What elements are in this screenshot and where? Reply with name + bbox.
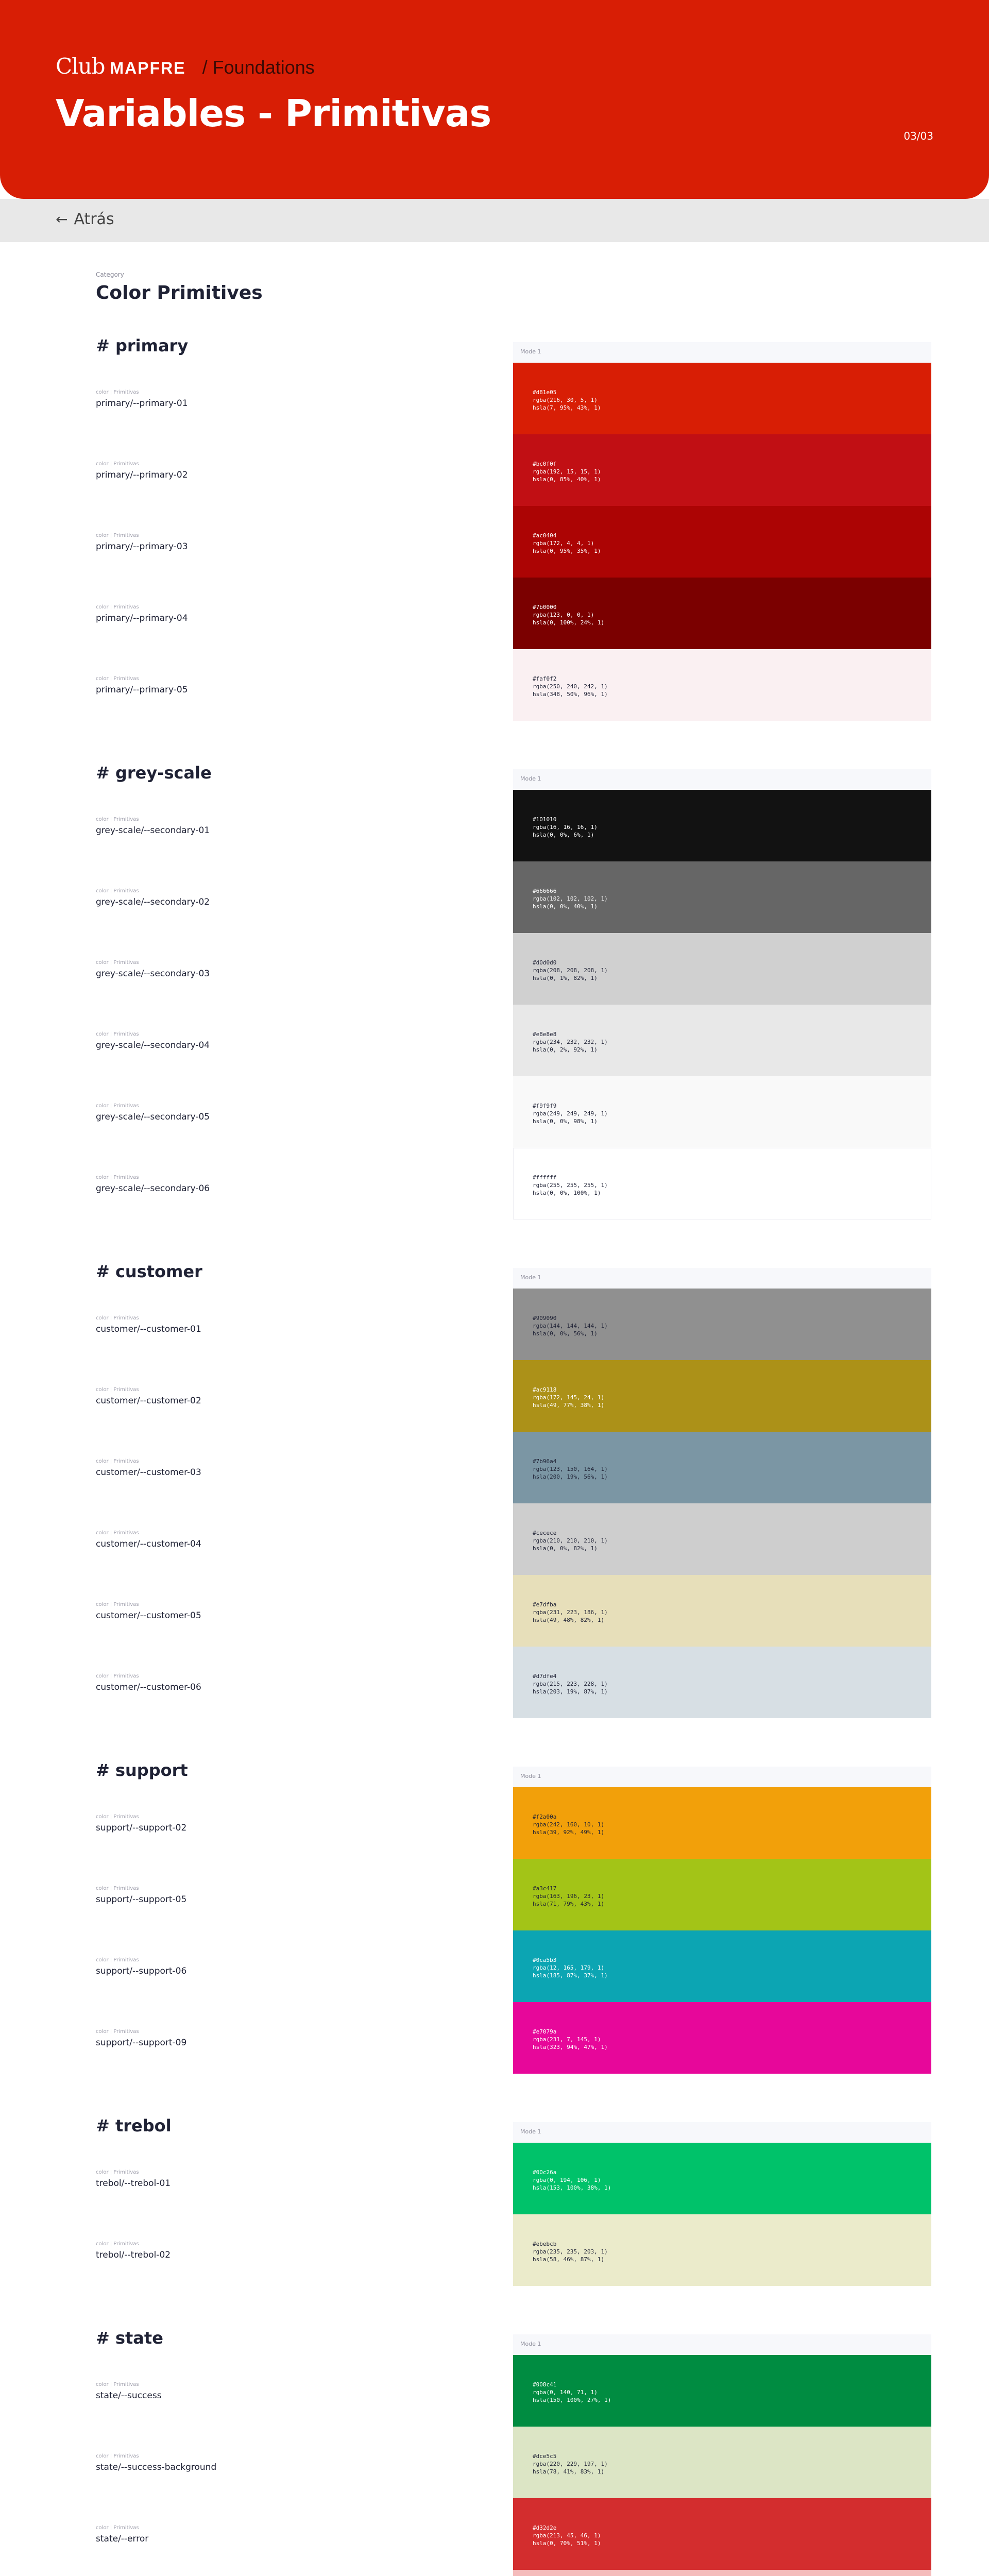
variable-entry <box>96 1602 201 1621</box>
variable-entry <box>96 604 188 623</box>
swatch-rgba: rgba(102, 102, 102, 1) <box>533 895 608 902</box>
variable-kind: color | Primitivas <box>96 888 139 894</box>
swatch-hsla: hsla(71, 79%, 43%, 1) <box>533 1901 605 1907</box>
variable-entry <box>96 1175 210 1194</box>
swatch-rgba: rgba(0, 140, 71, 1) <box>533 2389 598 2396</box>
variable-kind: color | Primitivas <box>96 1387 139 1393</box>
color-swatch <box>513 2214 931 2286</box>
variable-name: customer/--customer-05 <box>96 1611 201 1621</box>
variable-kind: color | Primitivas <box>96 1103 139 1109</box>
back-label: Atrás <box>74 210 114 228</box>
variable-name: trebol/--trebol-02 <box>96 2250 171 2260</box>
variable-name: grey-scale/--secondary-04 <box>96 1040 210 1050</box>
variable-entry <box>96 1530 201 1549</box>
mode-label: Mode 1 <box>520 348 541 355</box>
color-swatch <box>513 2002 931 2074</box>
swatch-rgba: rgba(250, 240, 242, 1) <box>533 683 608 690</box>
swatch-rgba: rgba(249, 249, 249, 1) <box>533 1110 608 1117</box>
swatch-rgba: rgba(208, 208, 208, 1) <box>533 967 608 974</box>
color-swatch <box>513 1859 931 1930</box>
variable-kind: color | Primitivas <box>96 1673 139 1679</box>
swatch-hsla: hsla(0, 100%, 24%, 1) <box>533 619 605 626</box>
swatch-hex: #f9f9f9 <box>533 1103 557 1109</box>
variable-kind: color | Primitivas <box>96 2453 139 2459</box>
navigation-bar <box>0 199 989 242</box>
swatch-values <box>533 1601 608 1624</box>
swatch-rgba: rgba(234, 232, 232, 1) <box>533 1039 608 1045</box>
swatch-values <box>533 959 608 982</box>
page-title: Variables - Primitivas <box>56 92 491 135</box>
variable-kind: color | Primitivas <box>96 1459 139 1464</box>
variable-kind: color | Primitivas <box>96 1957 139 1963</box>
swatch-hsla: hsla(0, 1%, 82%, 1) <box>533 975 598 981</box>
swatch-hex: #cecece <box>533 1530 557 1536</box>
color-swatch <box>513 1148 931 1219</box>
color-swatch <box>513 434 931 506</box>
color-swatch <box>513 2427 931 2498</box>
variable-entry <box>96 461 188 480</box>
variable-entry <box>96 1387 201 1406</box>
swatch-hsla: hsla(203, 19%, 87%, 1) <box>533 1688 608 1695</box>
section-label: / Foundations <box>202 57 315 78</box>
swatch-hsla: hsla(58, 46%, 87%, 1) <box>533 2256 605 2263</box>
swatch-rgba: rgba(213, 45, 46, 1) <box>533 2532 601 2539</box>
mode-header <box>513 2334 931 2355</box>
swatch-hex: #f2a00a <box>533 1814 557 1820</box>
swatch-values <box>533 2524 601 2547</box>
variable-kind: color | Primitivas <box>96 1886 139 1891</box>
swatch-values <box>533 2240 608 2263</box>
swatch-values <box>533 388 601 412</box>
mode-label: Mode 1 <box>520 1274 541 1281</box>
variable-kind: color | Primitivas <box>96 1530 139 1536</box>
variable-entry <box>96 2525 148 2544</box>
swatch-hex: #7b0000 <box>533 604 557 611</box>
swatch-rgba: rgba(123, 150, 164, 1) <box>533 1466 608 1472</box>
variable-name: support/--support-05 <box>96 1894 187 1905</box>
swatch-values <box>533 1458 608 1481</box>
swatch-hex: #ebebcb <box>533 2241 557 2247</box>
color-swatch <box>513 1289 931 1360</box>
swatch-hex: #909090 <box>533 1315 557 1321</box>
variable-kind: color | Primitivas <box>96 2382 139 2387</box>
swatch-values <box>533 1813 604 1836</box>
color-swatch <box>513 790 931 861</box>
variable-entry <box>96 817 210 836</box>
variable-name: customer/--customer-06 <box>96 1682 201 1692</box>
swatch-rgba: rgba(123, 0, 0, 1) <box>533 612 594 618</box>
swatch-hex: #dce5c5 <box>533 2453 557 2460</box>
variable-entry <box>96 1814 186 1833</box>
brand-mapfre-logo: MAPFRE <box>110 59 186 77</box>
color-swatch <box>513 1930 931 2002</box>
color-swatch <box>513 2570 931 2576</box>
variable-name: state/--error <box>96 2534 149 2544</box>
swatch-hex: #101010 <box>533 816 557 823</box>
variable-entry <box>96 389 188 409</box>
group-title: # trebol <box>96 2116 172 2136</box>
color-swatch <box>513 1432 931 1503</box>
swatch-hex: #ac9118 <box>533 1386 557 1393</box>
variable-kind: color | Primitivas <box>96 1315 139 1321</box>
variable-kind: color | Primitivas <box>96 604 139 610</box>
swatch-hsla: hsla(348, 50%, 96%, 1) <box>533 691 608 698</box>
swatch-rgba: rgba(220, 229, 197, 1) <box>533 2461 608 2467</box>
swatch-values <box>533 1102 608 1125</box>
swatch-hex: #00c26a <box>533 2169 557 2176</box>
swatch-hsla: hsla(0, 0%, 6%, 1) <box>533 832 594 838</box>
variable-kind: color | Primitivas <box>96 1602 139 1607</box>
variable-entry <box>96 676 188 695</box>
swatch-hex: #e8e8e8 <box>533 1031 557 1038</box>
swatch-hex: #7b96a4 <box>533 1458 557 1465</box>
variable-name: support/--support-09 <box>96 2038 187 2048</box>
variable-kind: color | Primitivas <box>96 1175 139 1180</box>
variable-entry <box>96 2241 170 2260</box>
color-swatch <box>513 2143 931 2214</box>
variable-entry <box>96 1957 186 1976</box>
color-swatch <box>513 1503 931 1575</box>
swatch-values <box>533 2452 608 2476</box>
variable-entry <box>96 2029 186 2048</box>
variable-entry <box>96 2382 162 2401</box>
mode-header <box>513 769 931 790</box>
swatch-values <box>533 1386 604 1409</box>
swatch-rgba: rgba(172, 4, 4, 1) <box>533 540 594 547</box>
mode-label: Mode 1 <box>520 775 541 782</box>
swatch-hex: #666666 <box>533 888 557 894</box>
color-swatch <box>513 1787 931 1859</box>
swatch-hex: #ac0404 <box>533 532 557 539</box>
swatch-hsla: hsla(7, 95%, 43%, 1) <box>533 404 601 411</box>
swatch-rgba: rgba(12, 165, 179, 1) <box>533 1964 605 1971</box>
swatch-rgba: rgba(16, 16, 16, 1) <box>533 824 598 831</box>
swatch-hsla: hsla(39, 92%, 49%, 1) <box>533 1829 605 1836</box>
swatch-hsla: hsla(49, 48%, 82%, 1) <box>533 1617 605 1623</box>
swatch-rgba: rgba(172, 145, 24, 1) <box>533 1394 605 1401</box>
variable-entry <box>96 2170 170 2189</box>
variable-entry <box>96 1886 186 1905</box>
page-counter: 03/03 <box>903 130 933 142</box>
mode-label: Mode 1 <box>520 1773 541 1780</box>
swatch-hsla: hsla(323, 94%, 47%, 1) <box>533 2044 608 2050</box>
swatch-hex: #d0d0d0 <box>533 959 557 966</box>
variable-entry <box>96 888 210 907</box>
swatch-rgba: rgba(231, 223, 186, 1) <box>533 1609 608 1616</box>
swatch-hsla: hsla(150, 100%, 27%, 1) <box>533 2397 611 2403</box>
variable-kind: color | Primitivas <box>96 2029 139 2035</box>
swatch-hex: #bc0f0f <box>533 461 557 467</box>
variable-name: primary/--primary-04 <box>96 613 188 623</box>
swatch-hex: #e7079a <box>533 2028 557 2035</box>
swatch-rgba: rgba(144, 144, 144, 1) <box>533 1323 608 1329</box>
variable-name: primary/--primary-01 <box>96 398 188 409</box>
variable-entry <box>96 1031 210 1050</box>
swatch-hex: #d7dfe4 <box>533 1673 557 1680</box>
swatch-hsla: hsla(185, 87%, 37%, 1) <box>533 1972 608 1979</box>
swatch-hsla: hsla(0, 85%, 40%, 1) <box>533 476 601 483</box>
variable-kind: color | Primitivas <box>96 676 139 682</box>
color-swatch <box>513 363 931 434</box>
swatch-values <box>533 1030 608 1054</box>
swatch-hex: #d81e05 <box>533 389 557 396</box>
swatch-hex: #ffffff <box>533 1174 557 1181</box>
swatch-rgba: rgba(255, 255, 255, 1) <box>533 1182 608 1189</box>
variable-name: primary/--primary-05 <box>96 685 188 695</box>
variable-kind: color | Primitivas <box>96 533 139 538</box>
swatch-values <box>533 603 604 626</box>
variable-name: state/--success-background <box>96 2462 217 2472</box>
mode-label: Mode 1 <box>520 2341 541 2347</box>
variable-entry <box>96 1315 201 1334</box>
swatch-values <box>533 2381 611 2404</box>
swatch-hsla: hsla(0, 0%, 56%, 1) <box>533 1330 598 1337</box>
swatch-hsla: hsla(200, 19%, 56%, 1) <box>533 1473 608 1480</box>
category-title: Color Primitives <box>96 282 263 303</box>
swatch-hsla: hsla(0, 95%, 35%, 1) <box>533 548 601 554</box>
swatch-rgba: rgba(235, 235, 203, 1) <box>533 2248 608 2255</box>
group-title: # primary <box>96 336 189 355</box>
variable-name: customer/--customer-02 <box>96 1396 201 1406</box>
mode-header <box>513 1268 931 1289</box>
swatch-values <box>533 1956 608 1979</box>
variable-name: primary/--primary-02 <box>96 470 188 480</box>
swatch-values <box>533 887 608 910</box>
swatch-hsla: hsla(0, 0%, 98%, 1) <box>533 1118 598 1125</box>
swatch-values <box>533 675 608 698</box>
swatch-rgba: rgba(216, 30, 5, 1) <box>533 397 598 403</box>
arrow-left-icon: ← <box>56 211 68 228</box>
variable-name: customer/--customer-03 <box>96 1467 201 1478</box>
swatch-hsla: hsla(78, 41%, 83%, 1) <box>533 2468 605 2475</box>
color-swatch <box>513 2355 931 2427</box>
variable-kind: color | Primitivas <box>96 2241 139 2247</box>
group-title: # state <box>96 2328 163 2348</box>
variable-name: trebol/--trebol-01 <box>96 2178 171 2189</box>
variable-name: grey-scale/--secondary-05 <box>96 1112 210 1122</box>
brand-club-logo: Club <box>56 54 105 79</box>
group-title: # support <box>96 1760 188 1780</box>
brand <box>56 54 315 79</box>
variable-name: state/--success <box>96 2391 162 2401</box>
group-title: # grey-scale <box>96 763 212 783</box>
variable-entry <box>96 960 210 979</box>
mode-label: Mode 1 <box>520 2128 541 2135</box>
variable-name: support/--support-02 <box>96 1823 187 1833</box>
variable-kind: color | Primitivas <box>96 960 139 965</box>
swatch-values <box>533 2028 608 2051</box>
group-title: # customer <box>96 1262 202 1281</box>
variable-kind: color | Primitivas <box>96 2170 139 2175</box>
mode-header <box>513 1767 931 1787</box>
swatch-values <box>533 532 601 555</box>
swatch-hsla: hsla(0, 70%, 51%, 1) <box>533 2540 601 2547</box>
swatch-hex: #e7dfba <box>533 1601 557 1608</box>
variable-kind: color | Primitivas <box>96 817 139 822</box>
variable-kind: color | Primitivas <box>96 1031 139 1037</box>
swatch-rgba: rgba(210, 210, 210, 1) <box>533 1537 608 1544</box>
variable-name: grey-scale/--secondary-01 <box>96 825 210 836</box>
category-label: Category <box>96 271 124 278</box>
swatch-values <box>533 1314 608 1337</box>
color-swatch <box>513 861 931 933</box>
variable-kind: color | Primitivas <box>96 2525 139 2531</box>
variable-entry <box>96 1459 201 1478</box>
swatch-values <box>533 1174 608 1197</box>
color-swatch <box>513 2498 931 2570</box>
variable-kind: color | Primitivas <box>96 1814 139 1820</box>
back-link[interactable] <box>56 210 114 228</box>
variable-entry <box>96 1103 210 1122</box>
variable-entry <box>96 533 188 552</box>
swatch-hsla: hsla(0, 2%, 92%, 1) <box>533 1046 598 1053</box>
swatch-rgba: rgba(215, 223, 228, 1) <box>533 1681 608 1687</box>
swatch-rgba: rgba(0, 194, 106, 1) <box>533 2177 601 2183</box>
color-swatch <box>513 1360 931 1432</box>
color-swatch <box>513 1575 931 1647</box>
color-swatch <box>513 1647 931 1718</box>
color-swatch <box>513 578 931 649</box>
swatch-hex: #d32d2e <box>533 2524 557 2531</box>
swatch-hex: #0ca5b3 <box>533 1957 557 1963</box>
swatch-hsla: hsla(0, 0%, 82%, 1) <box>533 1545 598 1552</box>
swatch-hex: #faf0f2 <box>533 675 557 682</box>
variable-name: grey-scale/--secondary-02 <box>96 897 210 907</box>
header-banner <box>0 0 989 199</box>
variable-entry <box>96 1673 201 1692</box>
swatch-rgba: rgba(163, 196, 23, 1) <box>533 1893 605 1900</box>
variable-name: grey-scale/--secondary-03 <box>96 969 210 979</box>
swatch-values <box>533 816 598 839</box>
swatch-rgba: rgba(192, 15, 15, 1) <box>533 468 601 475</box>
color-swatch <box>513 506 931 578</box>
swatch-values <box>533 460 601 483</box>
variable-kind: color | Primitivas <box>96 389 139 395</box>
variable-name: customer/--customer-01 <box>96 1324 201 1334</box>
mode-header <box>513 342 931 363</box>
swatch-hsla: hsla(0, 0%, 100%, 1) <box>533 1190 601 1196</box>
swatch-rgba: rgba(231, 7, 145, 1) <box>533 2036 601 2043</box>
swatch-values <box>533 1529 608 1552</box>
variable-name: support/--support-06 <box>96 1966 187 1976</box>
swatch-hex: #a3c417 <box>533 1885 557 1892</box>
mode-header <box>513 2122 931 2143</box>
variable-name: primary/--primary-03 <box>96 541 188 552</box>
color-swatch <box>513 933 931 1005</box>
swatch-values <box>533 1672 608 1696</box>
color-swatch <box>513 649 931 721</box>
swatch-hsla: hsla(0, 0%, 40%, 1) <box>533 903 598 910</box>
swatch-values <box>533 1885 604 1908</box>
swatch-values <box>533 2168 611 2192</box>
swatch-hsla: hsla(49, 77%, 38%, 1) <box>533 1402 605 1409</box>
variable-name: customer/--customer-04 <box>96 1539 201 1549</box>
color-swatch <box>513 1076 931 1148</box>
variable-name: grey-scale/--secondary-06 <box>96 1183 210 1194</box>
swatch-hex: #008c41 <box>533 2381 557 2388</box>
variable-entry <box>96 2453 216 2472</box>
swatch-hsla: hsla(153, 100%, 38%, 1) <box>533 2184 611 2191</box>
variable-kind: color | Primitivas <box>96 461 139 467</box>
color-swatch <box>513 1005 931 1076</box>
swatch-rgba: rgba(242, 160, 10, 1) <box>533 1821 605 1828</box>
